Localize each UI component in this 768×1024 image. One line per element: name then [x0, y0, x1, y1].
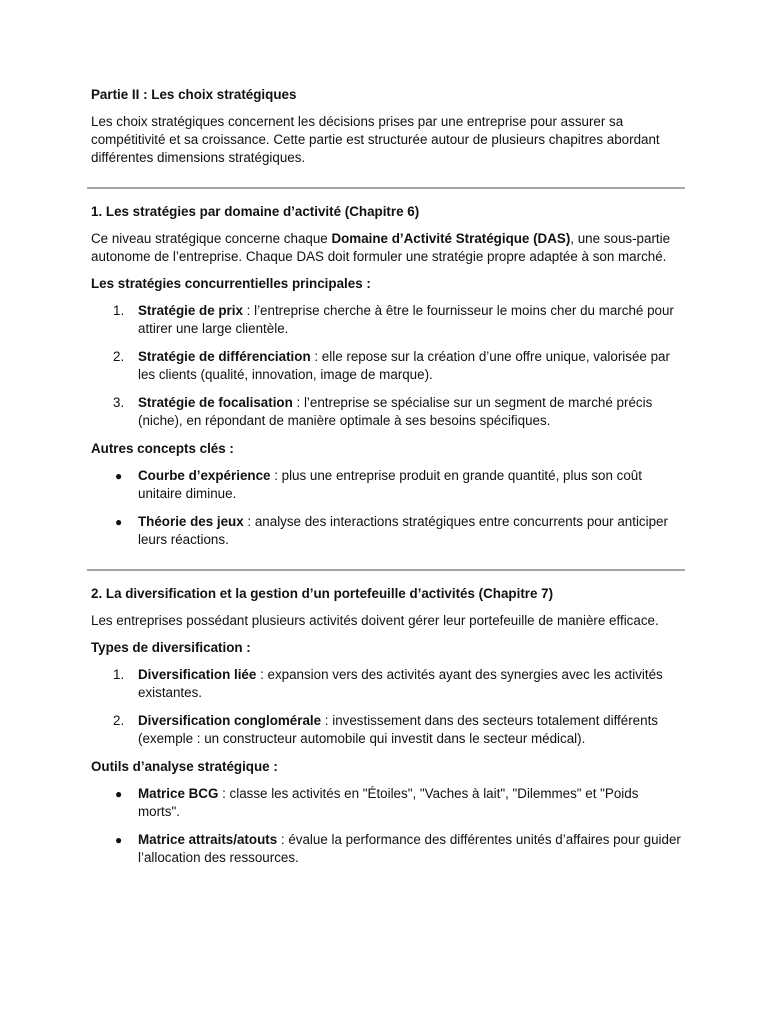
section1-list2-heading: Autres concepts clés :	[91, 441, 234, 456]
list-number: 2.	[113, 713, 125, 728]
list-item	[91, 394, 681, 430]
document-page	[91, 86, 681, 877]
key-concepts-list	[91, 467, 681, 549]
section1-intro	[91, 230, 681, 266]
list-item-text: : l’entreprise se spécialise sur un segment de marché précis (niche), en répondant de manière optimale à ses besoins spécifiques.	[138, 395, 653, 428]
section1-list1-heading: Les stratégies concurrentielles principales :	[91, 276, 371, 291]
list-item	[91, 302, 681, 338]
bullet-icon: ●	[115, 469, 123, 483]
section2-list2-heading: Outils d’analyse stratégique :	[91, 759, 278, 774]
list-item-term: Courbe d’expérience	[138, 468, 271, 483]
list-item-text: : évalue la performance des différentes unités d’affaires pour guider l’allocation des ressources.	[138, 832, 681, 865]
list-item-term: Diversification liée	[138, 667, 257, 682]
section2-intro: Les entreprises possédant plusieurs activités doivent gérer leur portefeuille de manière efficace.	[91, 613, 659, 628]
list-number: 1.	[113, 667, 125, 682]
list-item-term: Matrice attraits/atouts	[138, 832, 278, 847]
list-item	[91, 666, 681, 702]
section2-title: 2. La diversification et la gestion d’un portefeuille d’activités (Chapitre 7)	[91, 586, 554, 601]
part-intro: Les choix stratégiques concernent les décisions prises par une entreprise pour assurer sa compétitivité et sa croissance. Cette partie est structurée autour de plusieurs chapitres abordant différentes dimensions stratégiques.	[91, 114, 660, 165]
analysis-tools-list	[91, 785, 681, 867]
list-item-text: : elle repose sur la création d’une offre unique, valorisée par les clients (qualité, innovation, image de marque).	[138, 349, 670, 382]
list-item-term: Matrice BCG	[138, 786, 219, 801]
part-title: Partie II : Les choix stratégiques	[91, 87, 297, 102]
list-number: 1.	[113, 303, 125, 318]
list-item-text: : expansion vers des activités ayant des synergies avec les activités existantes.	[138, 667, 663, 700]
bullet-icon: ●	[115, 833, 123, 847]
list-item	[91, 467, 681, 503]
section-divider	[87, 187, 685, 189]
section2-list1-heading: Types de diversification :	[91, 640, 251, 655]
list-item	[91, 785, 681, 821]
section1-intro-term: Domaine d’Activité Stratégique (DAS)	[331, 231, 571, 246]
list-item	[91, 513, 681, 549]
section1-intro-start: Ce niveau stratégique concerne chaque	[91, 231, 332, 246]
list-item-text: : investissement dans des secteurs totalement différents (exemple : un constructeur automobile qui investit dans le secteur médical).	[138, 713, 658, 746]
diversification-types-list	[91, 666, 681, 748]
section1-intro-end: , une sous-partie autonome de l’entreprise. Chaque DAS doit formuler une stratégie propre adaptée à son marché.	[91, 231, 671, 264]
list-item-text: : analyse des interactions stratégiques entre concurrents pour anticiper leurs réactions.	[138, 514, 668, 547]
section1-title: 1. Les stratégies par domaine d’activité (Chapitre 6)	[91, 204, 420, 219]
list-item-term: Stratégie de différenciation	[138, 349, 311, 364]
competitive-strategies-list	[91, 302, 681, 430]
list-item	[91, 712, 681, 748]
list-number: 2.	[113, 349, 125, 364]
list-item-term: Stratégie de prix	[138, 303, 243, 318]
list-item	[91, 348, 681, 384]
list-item-text: : plus une entreprise produit en grande quantité, plus son coût unitaire diminue.	[138, 468, 642, 501]
list-item-term: Théorie des jeux	[138, 514, 244, 529]
section-divider	[87, 569, 685, 571]
list-item-term: Diversification conglomérale	[138, 713, 322, 728]
list-item-text: : classe les activités en "Étoiles", "Vaches à lait", "Dilemmes" et "Poids morts".	[138, 786, 639, 819]
bullet-icon: ●	[115, 515, 123, 529]
bullet-icon: ●	[115, 787, 123, 801]
list-item	[91, 831, 681, 867]
list-item-term: Stratégie de focalisation	[138, 395, 293, 410]
list-item-text: : l’entreprise cherche à être le fournisseur le moins cher du marché pour attirer une large clientèle.	[138, 303, 674, 336]
list-number: 3.	[113, 395, 125, 410]
